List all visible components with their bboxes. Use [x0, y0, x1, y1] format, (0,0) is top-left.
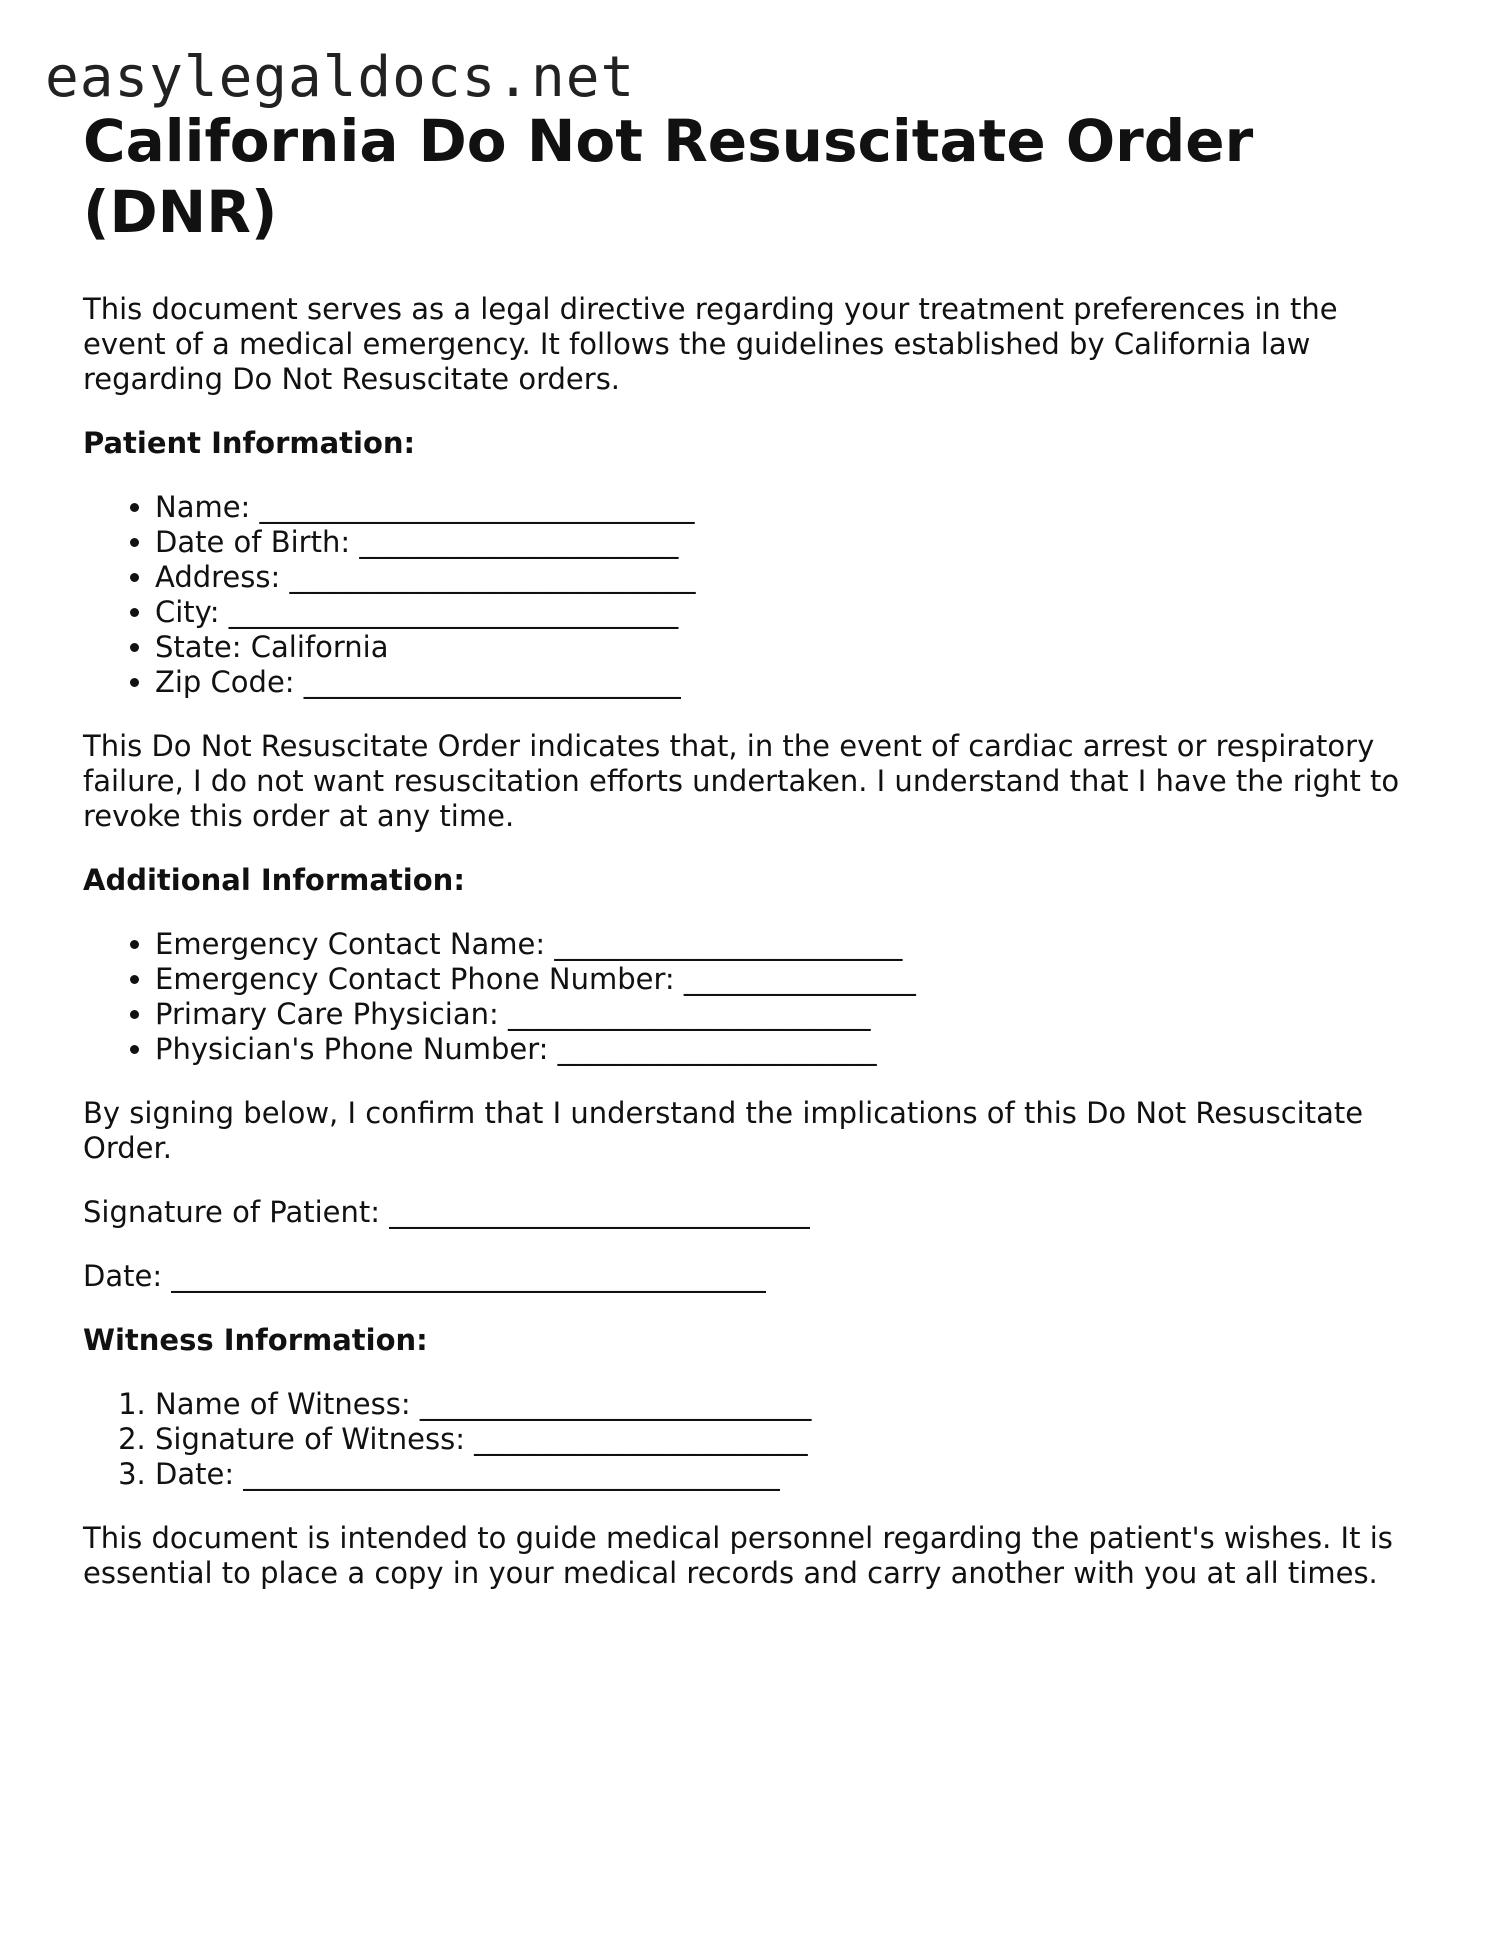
- watermark-text: easylegaldocs.net: [45, 45, 636, 110]
- additional-information-list: [83, 927, 1423, 1067]
- patient-state-field: • State: California: [155, 630, 1423, 665]
- document-title: California Do Not Resuscitate Order (DNR): [83, 107, 1254, 246]
- emergency-contact-phone-field: • Emergency Contact Phone Number: ________________: [155, 962, 1423, 997]
- patient-city-field: • City: _______________________________: [155, 595, 1423, 630]
- witness-information-heading: Witness Information:: [83, 1323, 428, 1357]
- physician-phone-field: • Physician's Phone Number: ______________________: [155, 1032, 1423, 1067]
- witness-information-list: [83, 1387, 1423, 1492]
- witness-signature-field: 2. Signature of Witness: _______________________: [155, 1422, 1423, 1457]
- patient-address-field: • Address: ____________________________: [155, 560, 1423, 595]
- closing-paragraph: This document is intended to guide medical personnel regarding the patient's wishes. It is essential to place a copy in your medical records and carry another with you at all times.: [83, 1521, 1393, 1590]
- patient-signature-line: Signature of Patient: _____________________________: [83, 1195, 810, 1229]
- primary-care-physician-field: • Primary Care Physician: _________________________: [155, 997, 1423, 1032]
- confirm-statement-paragraph: By signing below, I confirm that I understand the implications of this Do Not Resuscitate Order.: [83, 1096, 1364, 1165]
- patient-dob-field: • Date of Birth: ______________________: [155, 525, 1423, 560]
- intro-paragraph: This document serves as a legal directive regarding your treatment preferences in the event of a medical emergency. It follows the guidelines established by California law regarding Do Not Resuscitate orders.: [83, 292, 1338, 396]
- patient-zip-field: • Zip Code: __________________________: [155, 665, 1423, 700]
- order-statement-paragraph: This Do Not Resuscitate Order indicates that, in the event of cardiac arrest or respiratory failure, I do not want resuscitation efforts undertaken. I understand that I have the right to revoke this order at any time.: [83, 729, 1400, 833]
- witness-name-field: 1. Name of Witness: ___________________________: [155, 1387, 1423, 1422]
- additional-information-heading: Additional Information:: [83, 863, 465, 897]
- witness-date-field: 3. Date: _____________________________________: [155, 1457, 1423, 1492]
- patient-information-list: [83, 490, 1423, 700]
- patient-information-heading: Patient Information:: [83, 426, 416, 460]
- document-page: [83, 106, 1423, 1591]
- patient-name-field: • Name: ______________________________: [155, 490, 1423, 525]
- emergency-contact-name-field: • Emergency Contact Name: ________________________: [155, 927, 1423, 962]
- patient-date-line: Date: _________________________________________: [83, 1259, 766, 1293]
